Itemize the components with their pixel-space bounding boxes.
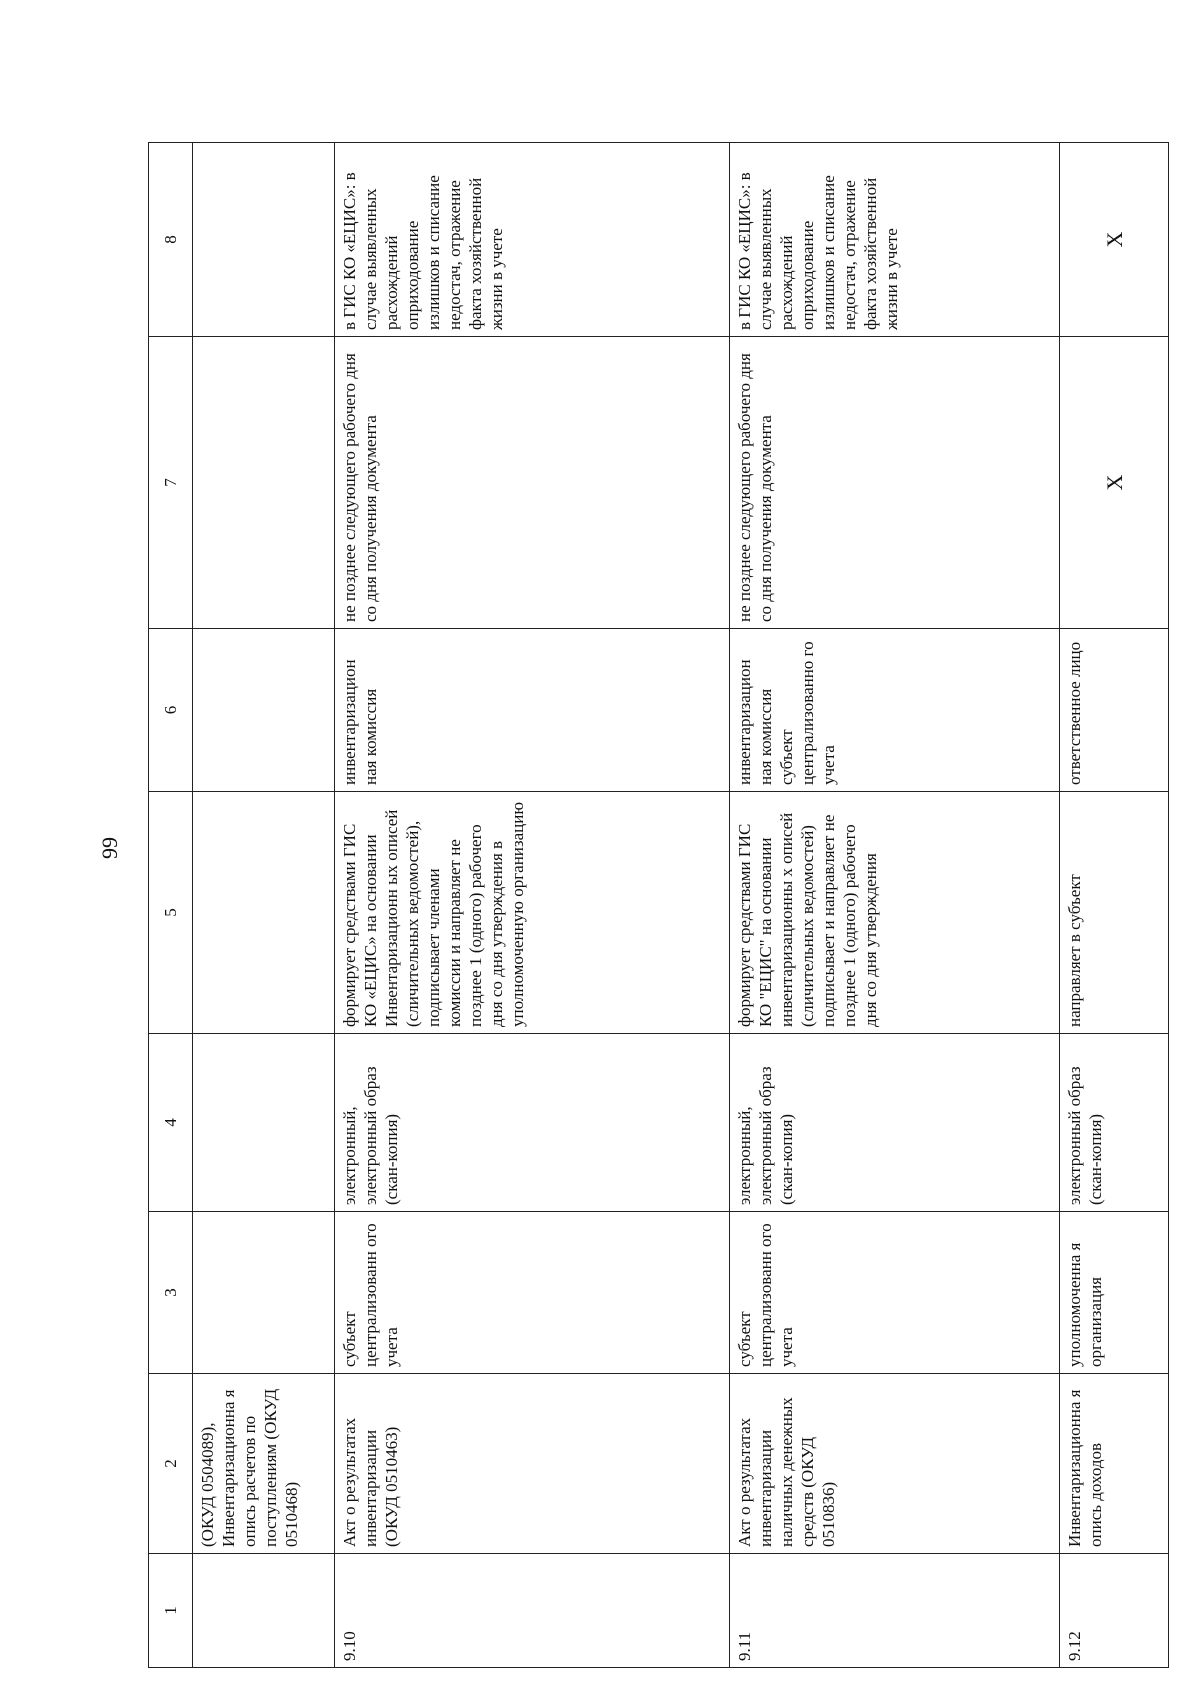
cell-format: электронный образ (скан-копия)	[1060, 1034, 1169, 1212]
cell-document: (ОКУД 0504089), Инвентаризационна я опись расчетов по поступлениям (ОКУД 0510468)	[193, 1374, 335, 1554]
cell-deadline: не позднее следующего рабочего дня со дня получения документа	[335, 337, 730, 629]
table-row	[193, 143, 335, 1668]
cell-number: 9.11	[730, 1554, 1060, 1668]
cell-author: субъект централизованн ого учета	[335, 1212, 730, 1374]
document-table	[148, 142, 1169, 1668]
header-cell-1: 1	[149, 1554, 193, 1668]
cell-recipient	[193, 629, 335, 792]
cell-action: направляет в субъект	[1060, 792, 1169, 1034]
table-container	[148, 143, 1168, 1668]
header-cell-5: 5	[149, 792, 193, 1034]
page-number: 99	[97, 837, 122, 859]
cell-author	[193, 1212, 335, 1374]
table-row	[730, 143, 1060, 1668]
rotated-page	[148, 143, 1168, 1668]
cell-format	[193, 1034, 335, 1212]
cell-deadline: не позднее следующего рабочего дня со дня получения документа	[730, 337, 1060, 629]
cell-document: Акт о результатах инвентаризации наличных денежных средств (ОКУД 0510836)	[730, 1374, 1060, 1554]
cell-deadline: X	[1060, 337, 1169, 629]
cell-recipient: ответственное лицо	[1060, 629, 1169, 792]
header-cell-4: 4	[149, 1034, 193, 1212]
header-row	[149, 143, 193, 1668]
cell-format: электронный, электронный образ (скан-копия)	[335, 1034, 730, 1212]
cell-action: формирует средствами ГИС КО "ЕЦИС" на основании инвентаризационны х описей (сличительных ведомостей) подписывает и направляет не позднее 1 (одного) рабочего дня со дня утверждения	[730, 792, 1060, 1034]
cell-document: Акт о результатах инвентаризации (ОКУД 0510463)	[335, 1374, 730, 1554]
header-cell-3: 3	[149, 1212, 193, 1374]
cell-result: в ГИС КО «ЕЦИС»: в случае выявленных расхождений оприходование излишков и списание недостач, отражение факта хозяйственной жизни в учете	[335, 143, 730, 337]
header-cell-7: 7	[149, 337, 193, 629]
cell-document: Инвентаризационна я опись доходов	[1060, 1374, 1169, 1554]
cell-result: X	[1060, 143, 1169, 337]
cell-result: в ГИС КО «ЕЦИС»: в случае выявленных расхождений оприходование излишков и списание недостач, отражение факта хозяйственной жизни в учете	[730, 143, 1060, 337]
cell-action	[193, 792, 335, 1034]
cell-format: электронный, электронный образ (скан-копия)	[730, 1034, 1060, 1212]
cell-result	[193, 143, 335, 337]
cell-recipient: инвентаризацион ная комиссия субъект централизованно го учета	[730, 629, 1060, 792]
cell-action: формирует средствами ГИС КО «ЕЦИС» на основании Инвентаризационн ых описей (сличительных ведомостей), подписывает членами комиссии и направляет не позднее 1 (одного) рабочего дня со дня утверждения в уполномоченную организацию	[335, 792, 730, 1034]
header-cell-6: 6	[149, 629, 193, 792]
table-row	[335, 143, 730, 1668]
cell-deadline	[193, 337, 335, 629]
header-cell-2: 2	[149, 1374, 193, 1554]
table-row	[1060, 143, 1169, 1668]
cell-author: субъект централизованн ого учета	[730, 1212, 1060, 1374]
cell-author: уполномоченна я организация	[1060, 1212, 1169, 1374]
cell-number: 9.12	[1060, 1554, 1169, 1668]
cell-number	[193, 1554, 335, 1668]
cell-number: 9.10	[335, 1554, 730, 1668]
header-cell-8: 8	[149, 143, 193, 337]
cell-recipient: инвентаризацион ная комиссия	[335, 629, 730, 792]
